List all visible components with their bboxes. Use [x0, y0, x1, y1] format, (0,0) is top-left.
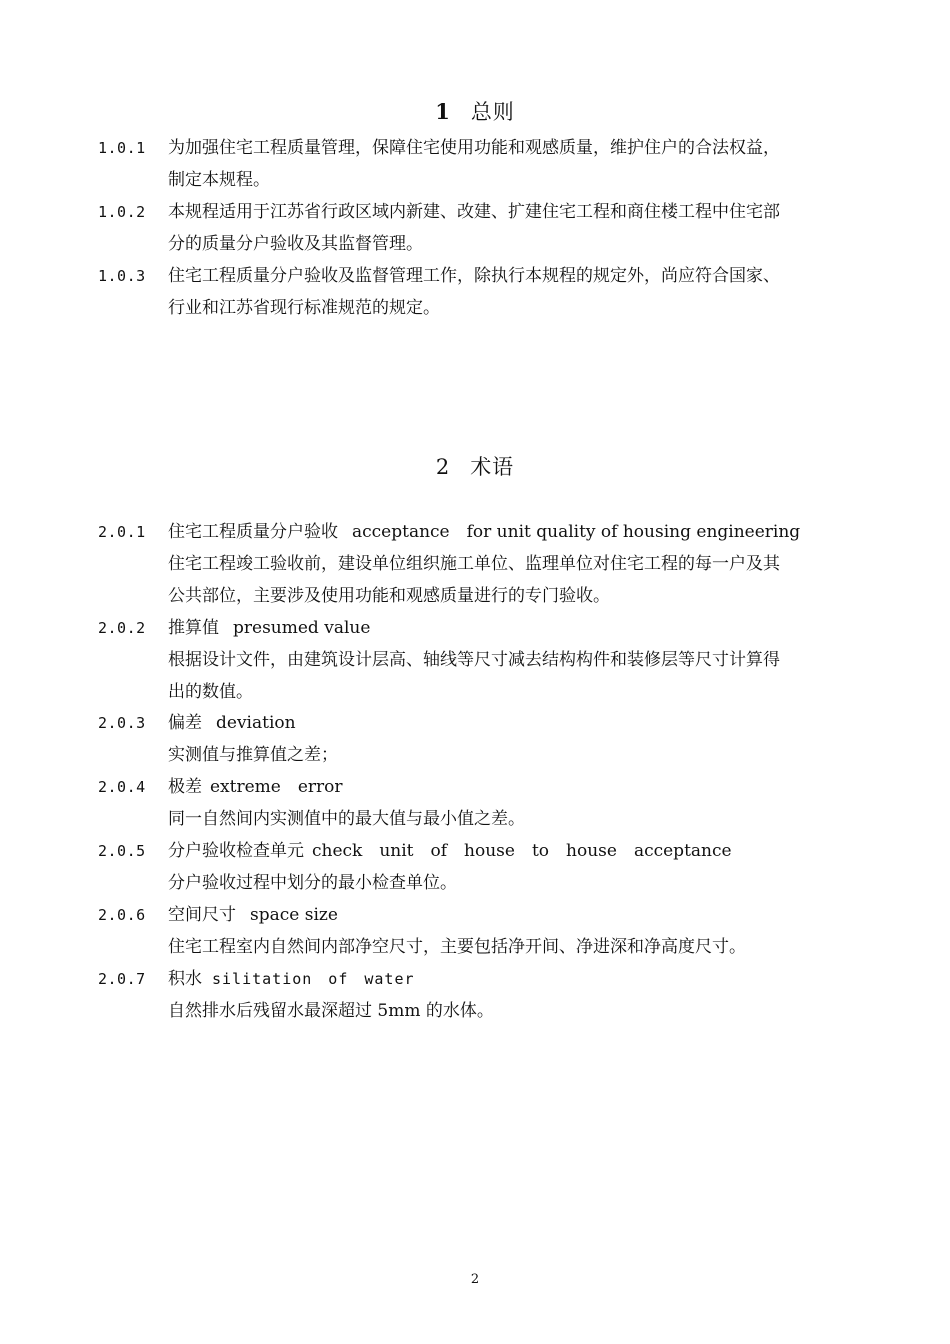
clause-number: 2.0.6	[98, 906, 146, 924]
term-2-0-2	[98, 612, 858, 708]
term-2-0-1	[98, 516, 858, 612]
term-english: space size	[250, 905, 338, 925]
clause-number: 2.0.3	[98, 714, 146, 732]
clause-number: 1.0.1	[98, 139, 146, 157]
term-definition: 住宅工程竣工验收前，建设单位组织施工单位、监理单位对住宅工程的每一户及其	[168, 554, 780, 574]
term-english: extreme error	[210, 777, 343, 797]
term-chinese: 住宅工程质量分户验收	[168, 522, 338, 542]
term-chinese: 积水	[168, 969, 202, 989]
term-2-0-7	[98, 963, 858, 1027]
chapter-number: 1	[435, 99, 451, 124]
clause-text-line: 行业和江苏省现行标准规范的规定。	[168, 298, 440, 318]
page-number: 2	[470, 1272, 480, 1287]
clause-number: 2.0.5	[98, 842, 146, 860]
term-english: silitation of water	[212, 970, 415, 988]
term-chinese: 分户验收检查单元	[168, 841, 304, 861]
term-definition: 分户验收过程中划分的最小检查单位。	[168, 873, 457, 893]
term-chinese: 极差	[168, 777, 202, 797]
clause-text-line: 为加强住宅工程质量管理，保障住宅使用功能和观感质量，维护住户的合法权益，	[168, 138, 780, 158]
clause-text-line: 住宅工程质量分户验收及监督管理工作，除执行本规程的规定外，尚应符合国家、	[168, 266, 780, 286]
clause-text-line: 分的质量分户验收及其监督管理。	[168, 234, 423, 254]
clause-number: 2.0.4	[98, 778, 146, 796]
clause-1-0-1	[98, 132, 858, 196]
clause-number: 2.0.1	[98, 523, 146, 541]
clause-text-line: 制定本规程。	[168, 170, 270, 190]
chapter-1-heading	[0, 96, 950, 126]
chapter-title: 总则	[470, 100, 515, 124]
clause-number: 1.0.3	[98, 267, 146, 285]
term-2-0-6	[98, 899, 858, 963]
term-english: presumed value	[233, 618, 371, 638]
chapter-title: 术语	[470, 455, 515, 479]
clause-number: 1.0.2	[98, 203, 146, 221]
term-definition: 出的数值。	[168, 682, 253, 702]
term-definition: 同一自然间内实测值中的最大值与最小值之差。	[168, 809, 525, 829]
term-2-0-3	[98, 707, 858, 771]
clause-number: 2.0.2	[98, 619, 146, 637]
clause-number: 2.0.7	[98, 970, 146, 988]
term-english: deviation	[216, 713, 296, 733]
term-2-0-4	[98, 771, 858, 835]
chapter-number: 2	[435, 455, 451, 479]
chapter-2-heading	[0, 451, 950, 481]
clause-1-0-3	[98, 260, 858, 324]
term-chinese: 偏差	[168, 713, 202, 733]
term-english: acceptance for unit quality of housing engineering	[352, 522, 801, 542]
term-definition: 自然排水后残留水最深超过 5mm 的水体。	[168, 1001, 494, 1021]
term-definition: 实测值与推算值之差；	[168, 745, 338, 765]
term-definition: 住宅工程室内自然间内部净空尺寸，主要包括净开间、净进深和净高度尺寸。	[168, 937, 746, 957]
term-chinese: 推算值	[168, 618, 219, 638]
term-chinese: 空间尺寸	[168, 905, 236, 925]
clause-text-line: 本规程适用于江苏省行政区域内新建、改建、扩建住宅工程和商住楼工程中住宅部	[168, 202, 780, 222]
clause-1-0-2	[98, 196, 858, 260]
term-2-0-5	[98, 835, 858, 899]
term-definition: 公共部位，主要涉及使用功能和观感质量进行的专门验收。	[168, 586, 610, 606]
term-definition: 根据设计文件，由建筑设计层高、轴线等尺寸减去结构构件和装修层等尺寸计算得	[168, 650, 780, 670]
term-english: check unit of house to house acceptance	[312, 841, 732, 861]
